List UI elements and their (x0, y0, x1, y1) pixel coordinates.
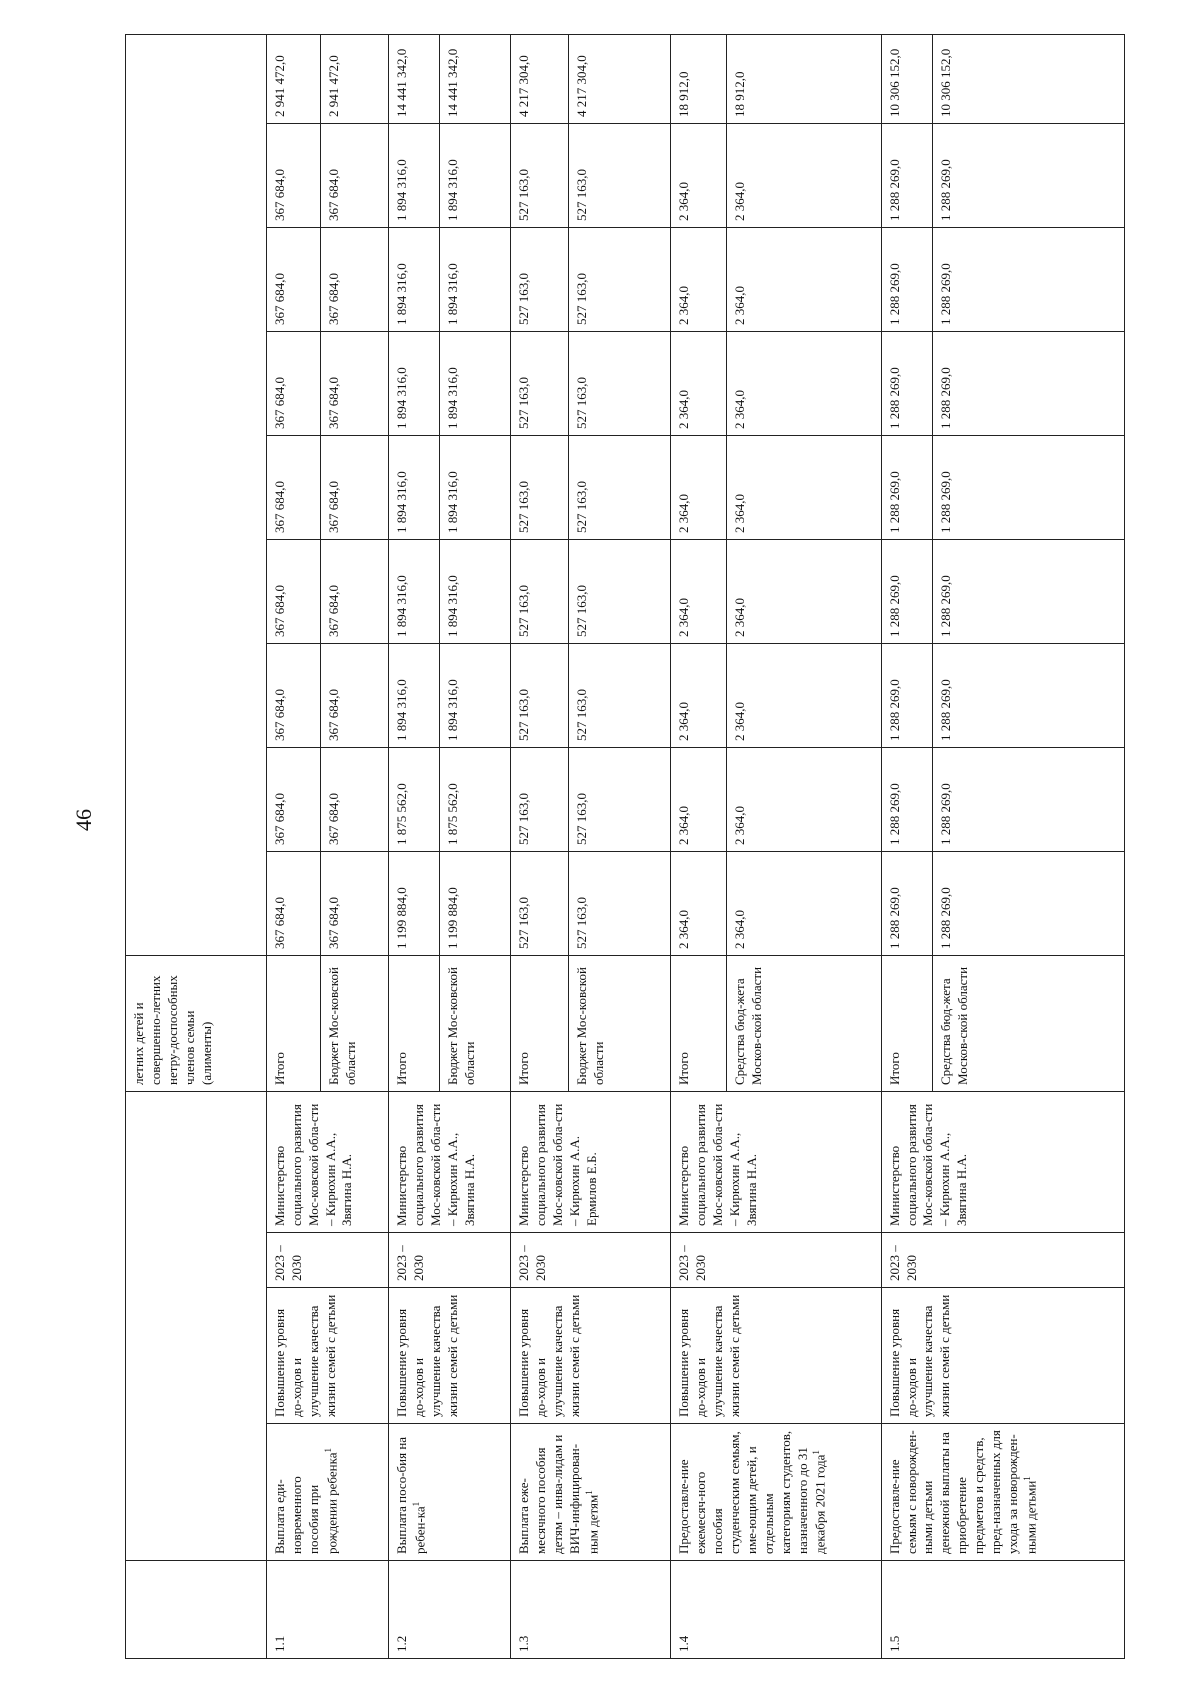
result-cell (511, 1288, 671, 1424)
year-value-cell: 367 684,0 (321, 852, 389, 956)
executor-cell (881, 1092, 1124, 1233)
year-value-cell: 1 288 269,0 (932, 540, 1124, 644)
year-value-cell: 1 894 316,0 (389, 332, 440, 436)
executor-cell-text: Министерство социального развития Мос-ковской обла-сти – Кирюхин А.А., Звягина Н.А. (676, 1103, 759, 1226)
year-value-cell: 1 894 316,0 (440, 124, 511, 228)
year-value-cell: 1 288 269,0 (932, 332, 1124, 436)
year-value-cell: 2 364,0 (671, 332, 727, 436)
funding-source-cell: Средства бюд-жета Москов-ской области (932, 956, 1124, 1092)
executor-cell (671, 1092, 881, 1233)
measure-cell-text: Предоставле-ние ежемесяч-ного пособия студенческим семьям, име-ющим детей, и отдельным категориям студентов, назначенного до 31 декабря 2021 года (676, 1430, 828, 1554)
total-value-cell: 18 912,0 (671, 34, 727, 123)
funding-source-cell: Итого (266, 956, 320, 1092)
year-value-cell: 527 163,0 (511, 124, 569, 228)
year-value-cell: 1 288 269,0 (881, 644, 932, 748)
executor-cell-text: Министерство социального развития Мос-ковской обла-сти – Кирюхин А.А., Звягина Н.А. (394, 1103, 477, 1226)
funding-source-cell: Средства бюд-жета Москов-ской области (727, 956, 881, 1092)
document-sheet (125, 35, 1125, 1659)
table-row (671, 34, 727, 1658)
funding-source-cell: Итого (671, 956, 727, 1092)
year-value-cell: 1 288 269,0 (932, 852, 1124, 956)
period-cell (389, 1233, 511, 1288)
measure-cell (671, 1424, 881, 1561)
carryover-empty-cell (126, 34, 267, 955)
year-value-cell: 1 288 269,0 (932, 748, 1124, 852)
funding-source-cell: Итого (389, 956, 440, 1092)
result-cell-text: Повышение уровня до-ходов и улучшение качества жизни семей с детьми (271, 1294, 338, 1417)
measure-cell (881, 1424, 1124, 1561)
year-value-cell: 1 894 316,0 (389, 644, 440, 748)
year-value-cell: 527 163,0 (568, 436, 670, 540)
year-value-cell: 2 364,0 (727, 228, 881, 332)
executor-cell-text: Министерство социального развития Мос-ковской обла-сти – Кирюхин А.А., Звягина Н.А. (271, 1103, 355, 1226)
year-value-cell: 1 199 884,0 (389, 852, 440, 956)
year-value-cell: 367 684,0 (321, 332, 389, 436)
footnote-mark: 1 (583, 1490, 594, 1495)
year-value-cell: 1 894 316,0 (389, 540, 440, 644)
year-value-cell: 1 894 316,0 (389, 228, 440, 332)
page-number: 46 (71, 809, 96, 831)
funding-source-cell: Итого (881, 956, 932, 1092)
row-number-cell (881, 1561, 1124, 1659)
executor-cell (511, 1092, 671, 1233)
year-value-cell: 367 684,0 (266, 540, 320, 644)
year-value-cell: 1 288 269,0 (881, 124, 932, 228)
period-cell-text: 2023 – 2030 (394, 1245, 426, 1281)
result-cell (389, 1288, 511, 1424)
year-value-cell: 367 684,0 (266, 852, 320, 956)
year-value-cell: 2 364,0 (671, 748, 727, 852)
measure-cell (389, 1424, 511, 1561)
year-value-cell: 1 288 269,0 (932, 228, 1124, 332)
executor-cell-text: Министерство социального развития Мос-ковской обла-сти – Кирюхин А.А., Звягина Н.А. (886, 1103, 970, 1226)
financing-table (125, 34, 1125, 1659)
year-value-cell: 527 163,0 (511, 540, 569, 644)
funding-source-cell: Бюджет Мос-ковской области (568, 956, 670, 1092)
year-value-cell: 367 684,0 (321, 644, 389, 748)
year-value-cell: 1 894 316,0 (440, 644, 511, 748)
result-cell-text: Повышение уровня до-ходов и улучшение качества жизни семей с детьми (394, 1294, 460, 1417)
year-value-cell: 1 894 316,0 (440, 540, 511, 644)
table-row (881, 34, 932, 1658)
measure-cell-text: Выплата еже-месячного пособия детям – инва-лидам и ВИЧ-инфицирован-ным детям (516, 1434, 601, 1554)
period-cell (881, 1233, 1124, 1288)
period-cell-text: 2023 – 2030 (886, 1245, 919, 1281)
result-cell-text: Повышение уровня до-ходов и улучшение качества жизни семей с детьми (516, 1294, 582, 1417)
funding-source-cell: Итого (511, 956, 569, 1092)
period-cell-text: 2023 – 2030 (676, 1245, 709, 1281)
year-value-cell: 527 163,0 (511, 852, 569, 956)
footnote-mark: 1 (410, 1501, 421, 1507)
year-value-cell: 2 364,0 (727, 852, 881, 956)
year-value-cell: 2 364,0 (671, 540, 727, 644)
year-value-cell: 367 684,0 (321, 436, 389, 540)
year-value-cell: 1 288 269,0 (932, 436, 1124, 540)
measure-cell-text: Выплата посо-бия на ребен-ка (394, 1436, 428, 1554)
year-value-cell: 1 894 316,0 (440, 332, 511, 436)
total-value-cell: 14 441 342,0 (440, 34, 511, 123)
row-number-cell (266, 1561, 388, 1659)
row-number-cell-text: 1.5 (886, 1635, 902, 1652)
period-cell-text: 2023 – 2030 (271, 1245, 304, 1281)
year-value-cell: 1 288 269,0 (932, 124, 1124, 228)
year-value-cell: 1 199 884,0 (440, 852, 511, 956)
year-value-cell: 2 364,0 (727, 644, 881, 748)
year-value-cell: 527 163,0 (568, 644, 670, 748)
table-row (266, 34, 320, 1658)
year-value-cell: 2 364,0 (727, 748, 881, 852)
year-value-cell: 527 163,0 (568, 540, 670, 644)
year-value-cell: 2 364,0 (671, 852, 727, 956)
year-value-cell: 367 684,0 (266, 228, 320, 332)
year-value-cell: 367 684,0 (321, 124, 389, 228)
year-value-cell: 367 684,0 (266, 332, 320, 436)
year-value-cell: 1 288 269,0 (881, 540, 932, 644)
footnote-mark: 1 (1021, 1476, 1032, 1481)
year-value-cell: 1 875 562,0 (440, 748, 511, 852)
measure-cell (266, 1424, 388, 1561)
row-number-cell (511, 1561, 671, 1659)
total-value-cell: 10 306 152,0 (881, 34, 932, 123)
table-row (511, 34, 569, 1658)
year-value-cell: 2 364,0 (727, 332, 881, 436)
total-value-cell: 14 441 342,0 (389, 34, 440, 123)
year-value-cell: 1 288 269,0 (881, 332, 932, 436)
year-value-cell: 367 684,0 (321, 228, 389, 332)
year-value-cell: 527 163,0 (511, 748, 569, 852)
year-value-cell: 1 288 269,0 (881, 852, 932, 956)
year-value-cell: 2 364,0 (671, 436, 727, 540)
year-value-cell: 367 684,0 (266, 748, 320, 852)
year-value-cell: 1 894 316,0 (440, 228, 511, 332)
year-value-cell: 367 684,0 (321, 540, 389, 644)
year-value-cell: 367 684,0 (321, 748, 389, 852)
funding-source-cell: Бюджет Мос-ковской области (440, 956, 511, 1092)
year-value-cell: 527 163,0 (568, 332, 670, 436)
result-cell (881, 1288, 1124, 1424)
year-value-cell: 527 163,0 (568, 228, 670, 332)
measure-cell-text: Предоставле-ние семьям с новорожден-ными детьми денежной выплаты на приобретение предметов и средств, пред-назначенных для ухода за новорожден-ными детьми (886, 1430, 1039, 1554)
period-cell-text: 2023 – 2030 (516, 1245, 549, 1281)
year-value-cell: 527 163,0 (568, 124, 670, 228)
executor-cell-text: Министерство социального развития Мос-ковской обла-сти – Кирюхин А.А. Ермилов Е.Б. (516, 1103, 599, 1226)
result-cell (266, 1288, 388, 1424)
year-value-cell: 1 288 269,0 (881, 228, 932, 332)
period-cell (511, 1233, 671, 1288)
year-value-cell: 1 894 316,0 (440, 436, 511, 540)
year-value-cell: 2 364,0 (671, 228, 727, 332)
measure-cell (511, 1424, 671, 1561)
year-value-cell: 1 875 562,0 (389, 748, 440, 852)
period-cell (671, 1233, 881, 1288)
total-value-cell: 2 941 472,0 (266, 34, 320, 123)
year-value-cell: 1 288 269,0 (932, 644, 1124, 748)
row-number-cell-text: 1.4 (676, 1635, 692, 1652)
carryover-empty-cell (126, 1561, 267, 1659)
total-value-cell: 10 306 152,0 (932, 34, 1124, 123)
table-body (126, 34, 1125, 1658)
year-value-cell: 1 894 316,0 (389, 436, 440, 540)
year-value-cell: 2 364,0 (727, 124, 881, 228)
year-value-cell: 1 288 269,0 (881, 748, 932, 852)
year-value-cell: 527 163,0 (511, 332, 569, 436)
footnote-mark: 1 (811, 1450, 822, 1455)
year-value-cell: 2 364,0 (671, 644, 727, 748)
result-cell (671, 1288, 881, 1424)
year-value-cell: 367 684,0 (266, 644, 320, 748)
year-value-cell: 2 364,0 (671, 124, 727, 228)
total-value-cell: 4 217 304,0 (511, 34, 569, 123)
table-row (389, 34, 440, 1658)
year-value-cell: 1 288 269,0 (881, 436, 932, 540)
executor-cell (266, 1092, 388, 1233)
year-value-cell: 2 364,0 (727, 540, 881, 644)
executor-cell (389, 1092, 511, 1233)
row-number-cell (671, 1561, 881, 1659)
total-value-cell: 4 217 304,0 (568, 34, 670, 123)
year-value-cell: 527 163,0 (511, 228, 569, 332)
period-cell (266, 1233, 388, 1288)
row-number-cell (389, 1561, 511, 1659)
funding-source-cell: Бюджет Мос-ковской области (321, 956, 389, 1092)
year-value-cell: 527 163,0 (511, 644, 569, 748)
year-value-cell: 2 364,0 (727, 436, 881, 540)
result-cell-text: Повышение уровня до-ходов и улучшение качества жизни семей с детьми (676, 1294, 742, 1417)
carryover-source-cell: летних детей и совершенно-летних нетру-доспособных членов семьи (алименты) (126, 956, 267, 1092)
year-value-cell: 367 684,0 (266, 436, 320, 540)
year-value-cell: 527 163,0 (511, 436, 569, 540)
row-number-cell-text: 1.3 (516, 1635, 532, 1652)
total-value-cell: 2 941 472,0 (321, 34, 389, 123)
measure-cell-text: Выплата еди-новременного пособия при рождении ребенка (271, 1452, 339, 1554)
carryover-empty-cell (126, 1092, 267, 1561)
row-number-cell-text: 1.2 (394, 1635, 410, 1652)
row-number-cell-text: 1.1 (271, 1635, 287, 1652)
year-value-cell: 527 163,0 (568, 852, 670, 956)
year-value-cell: 367 684,0 (266, 124, 320, 228)
total-value-cell: 18 912,0 (727, 34, 881, 123)
result-cell-text: Повышение уровня до-ходов и улучшение качества жизни семей с детьми (886, 1294, 953, 1417)
footnote-mark: 1 (322, 1448, 333, 1453)
rotated-table-container (125, 35, 1125, 1659)
year-value-cell: 527 163,0 (568, 748, 670, 852)
year-value-cell: 1 894 316,0 (389, 124, 440, 228)
carryover-row (126, 34, 267, 1658)
